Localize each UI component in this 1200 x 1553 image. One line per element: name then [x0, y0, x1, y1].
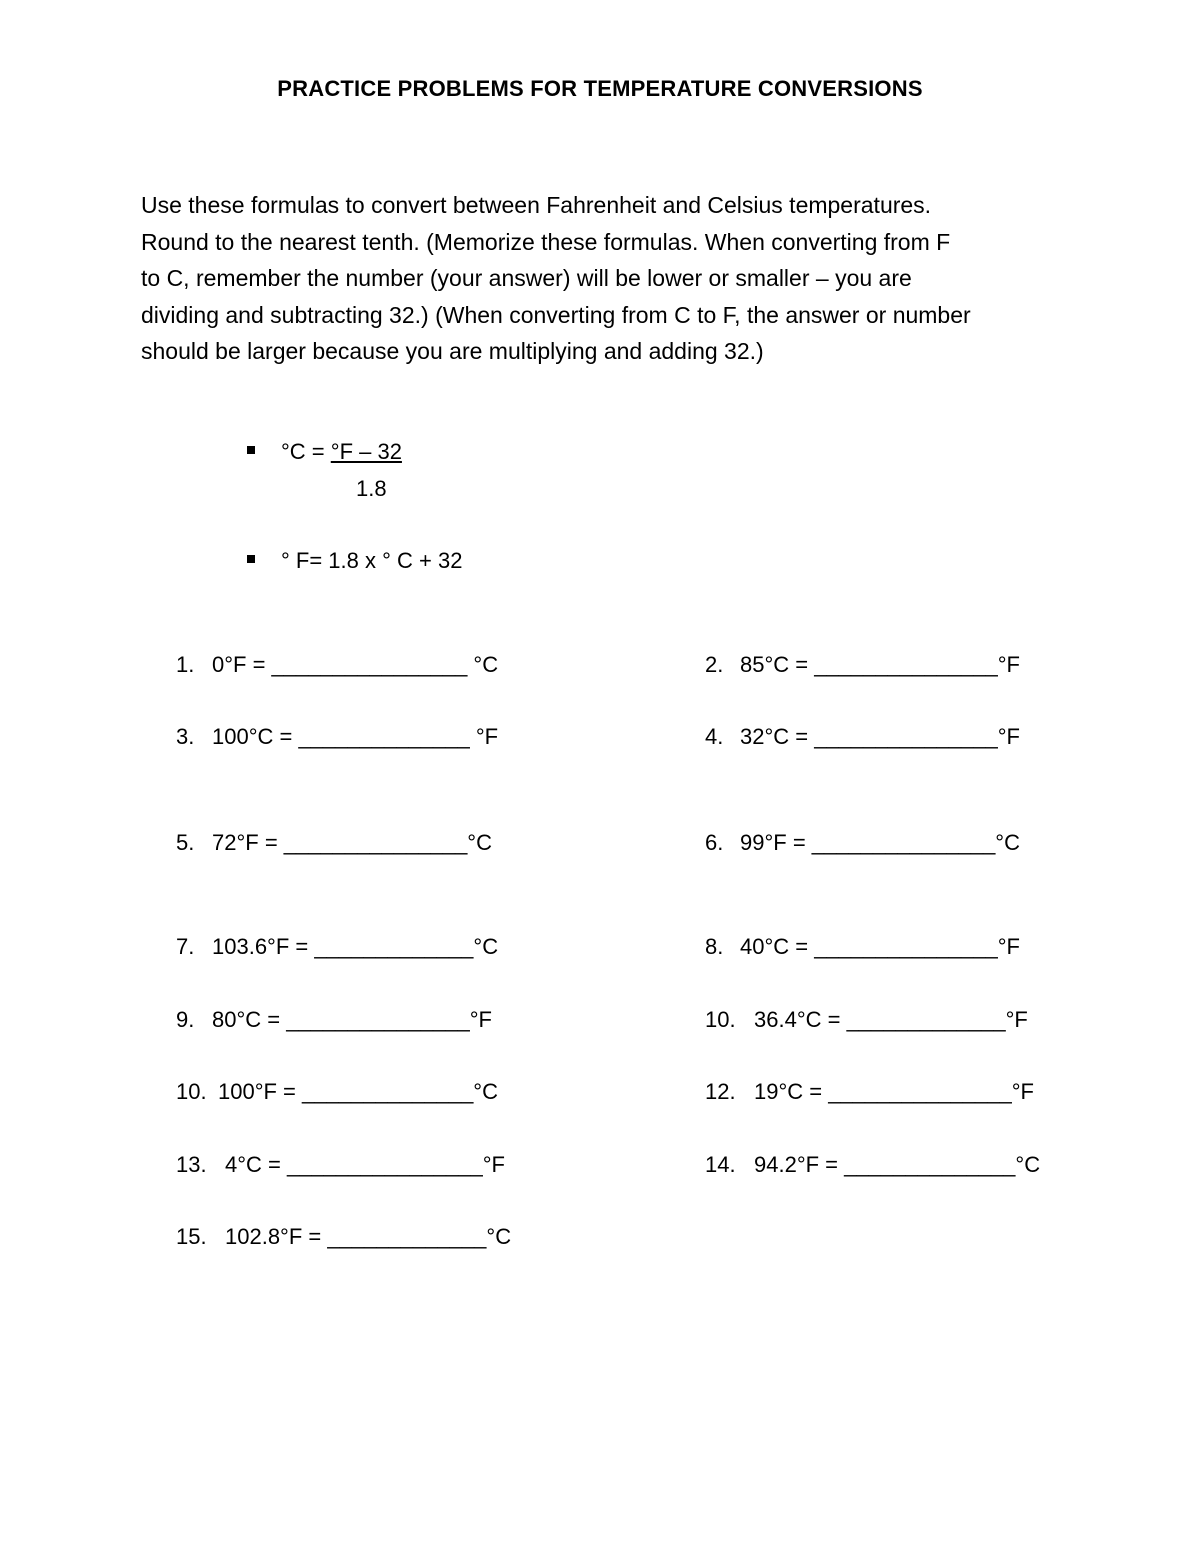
problem-text: 32°C = _______________°F	[740, 724, 1020, 749]
instructions-paragraph	[141, 187, 1061, 370]
problem-text: 99°F = _______________°C	[740, 830, 1020, 855]
problem-item: 6. 99°F = _______________°C	[705, 830, 1020, 855]
formula-fahrenheit: ° F= 1.8 x ° C + 32	[281, 548, 463, 573]
problem-text: 0°F = ________________ °C	[212, 652, 499, 677]
problem-text: 19°C = _______________°F	[754, 1079, 1034, 1104]
formula-celsius-denominator: 1.8	[356, 476, 387, 501]
problem-text: 40°C = _______________°F	[740, 934, 1020, 959]
problem-item: 10. 36.4°C = _____________°F	[705, 1007, 1028, 1032]
page-title: PRACTICE PROBLEMS FOR TEMPERATURE CONVERSIONS	[277, 76, 923, 101]
formula-celsius	[281, 439, 402, 465]
problem-text: 100°F = ______________°C	[218, 1079, 498, 1104]
problem-item: 13. 4°C = ________________°F	[176, 1152, 505, 1177]
problem-item: 10. 100°F = ______________°C	[176, 1079, 498, 1104]
instructions-line: Use these formulas to convert between Fahrenheit and Celsius temperatures.	[141, 192, 932, 218]
problem-text: 102.8°F = _____________°C	[225, 1224, 512, 1249]
instructions-line: dividing and subtracting 32.) (When converting from C to F, the answer or number	[141, 301, 971, 328]
problem-item: 2. 85°C = _______________°F	[705, 652, 1020, 677]
instructions-line: should be larger because you are multiplying and adding 32.)	[141, 338, 764, 364]
problem-item: 4. 32°C = _______________°F	[705, 724, 1020, 749]
problem-text: 100°C = ______________ °F	[212, 724, 499, 749]
problem-item: 15. 102.8°F = _____________°C	[176, 1224, 512, 1249]
formula-celsius-numerator: °F – 32	[330, 439, 402, 464]
problem-item: 7. 103.6°F = _____________°C	[176, 934, 499, 959]
instructions-line: to C, remember the number (your answer) will be lower or smaller – you are	[141, 265, 912, 291]
problem-item: 3. 100°C = ______________ °F	[176, 724, 499, 749]
formula-celsius-left: °C =	[281, 439, 331, 464]
problem-text: 4°C = ________________°F	[225, 1152, 505, 1177]
problem-item: 12. 19°C = _______________°F	[705, 1079, 1034, 1104]
problem-item: 8. 40°C = _______________°F	[705, 934, 1020, 959]
problem-item: 5. 72°F = _______________°C	[176, 830, 492, 855]
problem-text: 103.6°F = _____________°C	[212, 934, 499, 959]
square-bullet-icon	[247, 446, 257, 456]
problem-text: 94.2°F = ______________°C	[754, 1152, 1041, 1177]
problem-text: 72°F = _______________°C	[212, 830, 492, 855]
instructions-line: Round to the nearest tenth. (Memorize these formulas. When converting from F	[141, 228, 951, 255]
problem-item: 1. 0°F = ________________ °C	[176, 652, 499, 677]
problem-item: 9. 80°C = _______________°F	[176, 1007, 492, 1032]
problem-item: 14. 94.2°F = ______________°C	[705, 1152, 1041, 1177]
problem-text: 85°C = _______________°F	[740, 652, 1020, 677]
problem-text: 80°C = _______________°F	[212, 1007, 492, 1032]
square-bullet-icon	[247, 555, 257, 565]
problem-text: 36.4°C = _____________°F	[754, 1007, 1028, 1032]
